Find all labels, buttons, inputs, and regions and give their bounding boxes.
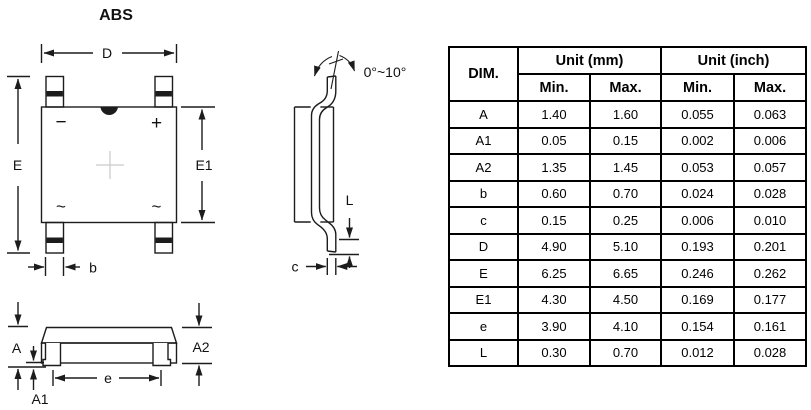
in-max-cell: 0.028 <box>734 340 806 367</box>
dimension-label-a: A <box>11 340 22 356</box>
dimension-label-b: b <box>89 259 97 276</box>
table-row <box>449 340 806 367</box>
dimension-label-e1: E1 <box>195 157 213 173</box>
dim-cell: E <box>449 260 518 287</box>
ac-mark-right: ~ <box>151 197 162 216</box>
dim-cell: L <box>449 340 518 367</box>
in-min-cell: 0.246 <box>661 260 734 287</box>
polarity-plus: + <box>150 113 163 134</box>
dim-cell: A <box>449 101 518 128</box>
header-min-inch: Min. <box>661 74 734 101</box>
in-min-cell: 0.006 <box>661 207 734 234</box>
dimension-label-d: D <box>101 45 113 61</box>
mm-max-cell: 6.65 <box>590 260 661 287</box>
mm-min-cell: 4.30 <box>518 287 590 314</box>
dimension-e-pitch <box>53 370 161 386</box>
table-row <box>449 128 806 155</box>
mm-max-cell: 5.10 <box>590 234 661 261</box>
header-max-mm: Max. <box>590 74 661 101</box>
mm-max-cell: 0.15 <box>590 128 661 155</box>
mm-min-cell: 0.15 <box>518 207 590 234</box>
in-max-cell: 0.262 <box>734 260 806 287</box>
mm-min-cell: 6.25 <box>518 260 590 287</box>
dim-cell: D <box>449 234 518 261</box>
lead-band <box>156 91 172 97</box>
table-row <box>449 101 806 128</box>
header-min-mm: Min. <box>518 74 590 101</box>
header-dim: DIM. <box>449 47 518 101</box>
dim-cell: E1 <box>449 287 518 314</box>
in-min-cell: 0.154 <box>661 313 734 340</box>
top-view-drawing <box>7 44 215 276</box>
dim-cell: c <box>449 207 518 234</box>
dimension-label-a2: A2 <box>192 339 210 355</box>
table-row <box>449 313 806 340</box>
dimension-label-a1: A1 <box>31 391 49 407</box>
in-max-cell: 0.063 <box>734 101 806 128</box>
dim-cell: A2 <box>449 154 518 181</box>
lead-band <box>156 238 172 244</box>
dim-cell: b <box>449 181 518 208</box>
dimension-e <box>7 77 30 254</box>
in-min-cell: 0.169 <box>661 287 734 314</box>
in-min-cell: 0.055 <box>661 101 734 128</box>
dimension-label-e-pitch: e <box>104 370 112 386</box>
table-row <box>449 181 806 208</box>
dimension-e1 <box>181 107 215 223</box>
mm-min-cell: 3.90 <box>518 313 590 340</box>
table-row <box>449 207 806 234</box>
table-row <box>449 234 806 261</box>
header-unit-inch: Unit (inch) <box>661 47 806 74</box>
dim-cell: e <box>449 313 518 340</box>
dim-cell: A1 <box>449 128 518 155</box>
lead-band <box>47 238 63 244</box>
in-max-cell: 0.006 <box>734 128 806 155</box>
in-max-cell: 0.177 <box>734 287 806 314</box>
header-max-inch: Max. <box>734 74 806 101</box>
mm-max-cell: 0.70 <box>590 181 661 208</box>
dimension-label-e: E <box>12 157 23 173</box>
lead-band <box>47 91 63 97</box>
table-row <box>449 287 806 314</box>
mm-max-cell: 4.10 <box>590 313 661 340</box>
mm-min-cell: 0.05 <box>518 128 590 155</box>
in-max-cell: 0.028 <box>734 181 806 208</box>
dimension-a <box>8 302 46 390</box>
in-max-cell: 0.201 <box>734 234 806 261</box>
mm-min-cell: 0.60 <box>518 181 590 208</box>
in-min-cell: 0.002 <box>661 128 734 155</box>
lead-front-right <box>153 343 171 366</box>
dimension-d <box>42 44 177 63</box>
lead-front-left <box>43 343 61 366</box>
mm-max-cell: 1.60 <box>590 101 661 128</box>
mm-max-cell: 0.25 <box>590 207 661 234</box>
in-max-cell: 0.057 <box>734 154 806 181</box>
dimension-label-c: c <box>291 258 299 275</box>
ac-mark-left: ~ <box>56 197 66 216</box>
dimensions-table <box>448 46 807 367</box>
page-title: ABS <box>99 7 133 24</box>
mm-max-cell: 4.50 <box>590 287 661 314</box>
dimension-c <box>292 258 358 275</box>
mm-min-cell: 0.30 <box>518 340 590 367</box>
mm-min-cell: 4.90 <box>518 234 590 261</box>
table-row <box>449 260 806 287</box>
table-row <box>449 154 806 181</box>
dimension-label-l: L <box>345 192 354 208</box>
in-max-cell: 0.010 <box>734 207 806 234</box>
dimension-b <box>28 257 97 276</box>
mm-max-cell: 1.45 <box>590 154 661 181</box>
in-min-cell: 0.012 <box>661 340 734 367</box>
mm-min-cell: 1.40 <box>518 101 590 128</box>
in-min-cell: 0.053 <box>661 154 734 181</box>
side-view-drawing <box>292 51 407 275</box>
angle-label: 0°~10° <box>363 64 407 80</box>
in-min-cell: 0.024 <box>661 181 734 208</box>
in-max-cell: 0.161 <box>734 313 806 340</box>
index-notch <box>101 108 118 115</box>
header-unit-mm: Unit (mm) <box>518 47 661 74</box>
mm-min-cell: 1.35 <box>518 154 590 181</box>
mm-max-cell: 0.70 <box>590 340 661 367</box>
polarity-minus: − <box>55 112 67 133</box>
angle-annotation <box>315 51 407 89</box>
dimension-a2 <box>182 303 212 386</box>
body-top-face <box>42 328 177 344</box>
in-min-cell: 0.193 <box>661 234 734 261</box>
front-view-drawing <box>8 302 212 407</box>
